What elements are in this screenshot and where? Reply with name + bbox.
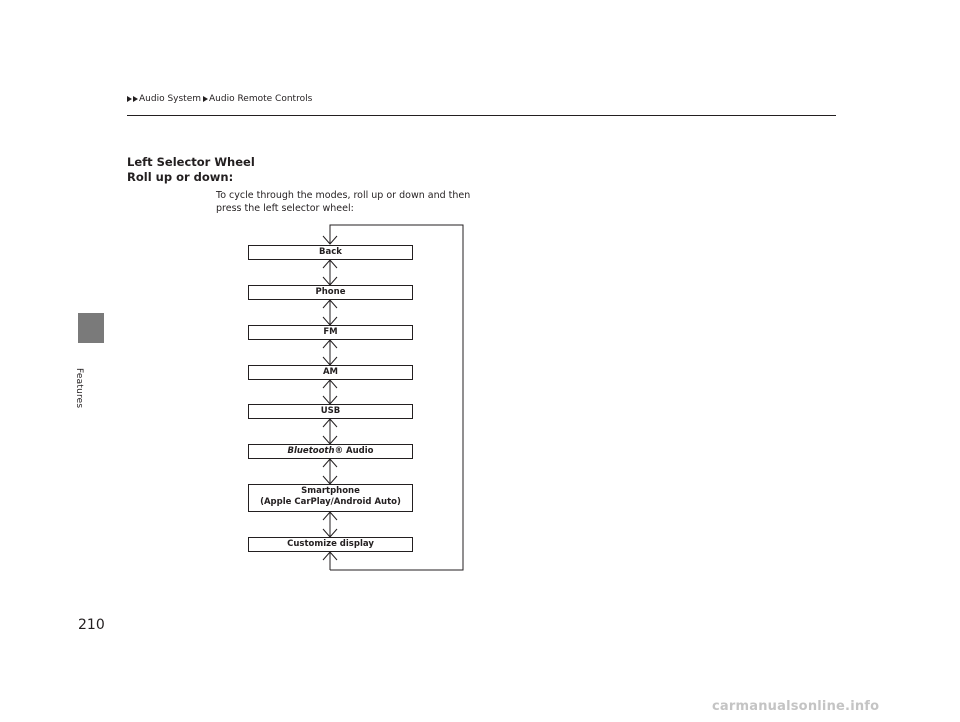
- mode-box-phone: Phone: [248, 285, 413, 300]
- mode-box-usb: USB: [248, 404, 413, 419]
- intro-text: To cycle through the modes, roll up or down and then press the left selector wheel:: [216, 190, 471, 214]
- connector-phone-fm: [323, 300, 337, 325]
- connector-usb-bluetooth: [323, 419, 337, 444]
- breadcrumb-item-audio-remote-controls[interactable]: Audio Remote Controls: [209, 94, 313, 104]
- mode-box-fm: FM: [248, 325, 413, 340]
- mode-box-back: Back: [248, 245, 413, 260]
- mode-box-am: AM: [248, 365, 413, 380]
- connector-fm-am: [323, 340, 337, 365]
- mode-box-smartphone: Smartphone (Apple CarPlay/Android Auto): [248, 484, 413, 512]
- connector-am-usb: [323, 380, 337, 404]
- connector-customize-loop: [323, 552, 337, 570]
- watermark: carmanualsonline.info: [712, 699, 880, 714]
- mode-box-bluetooth-audio: Bluetooth® Audio: [248, 444, 413, 459]
- mode-box-customize-display: Customize display: [248, 537, 413, 552]
- connector-back-phone: [323, 260, 337, 285]
- connector-bluetooth-smartphone: [323, 459, 337, 484]
- connector-smartphone-customize: [323, 512, 337, 537]
- section-tab-label: Features: [74, 368, 84, 409]
- page-number: 210: [78, 617, 105, 633]
- section-title-line1: Left Selector Wheel: [127, 155, 255, 169]
- section-title-line2: Roll up or down:: [127, 170, 234, 184]
- breadcrumb-item-audio-system[interactable]: Audio System: [139, 94, 202, 104]
- loop-return-line: [330, 225, 463, 570]
